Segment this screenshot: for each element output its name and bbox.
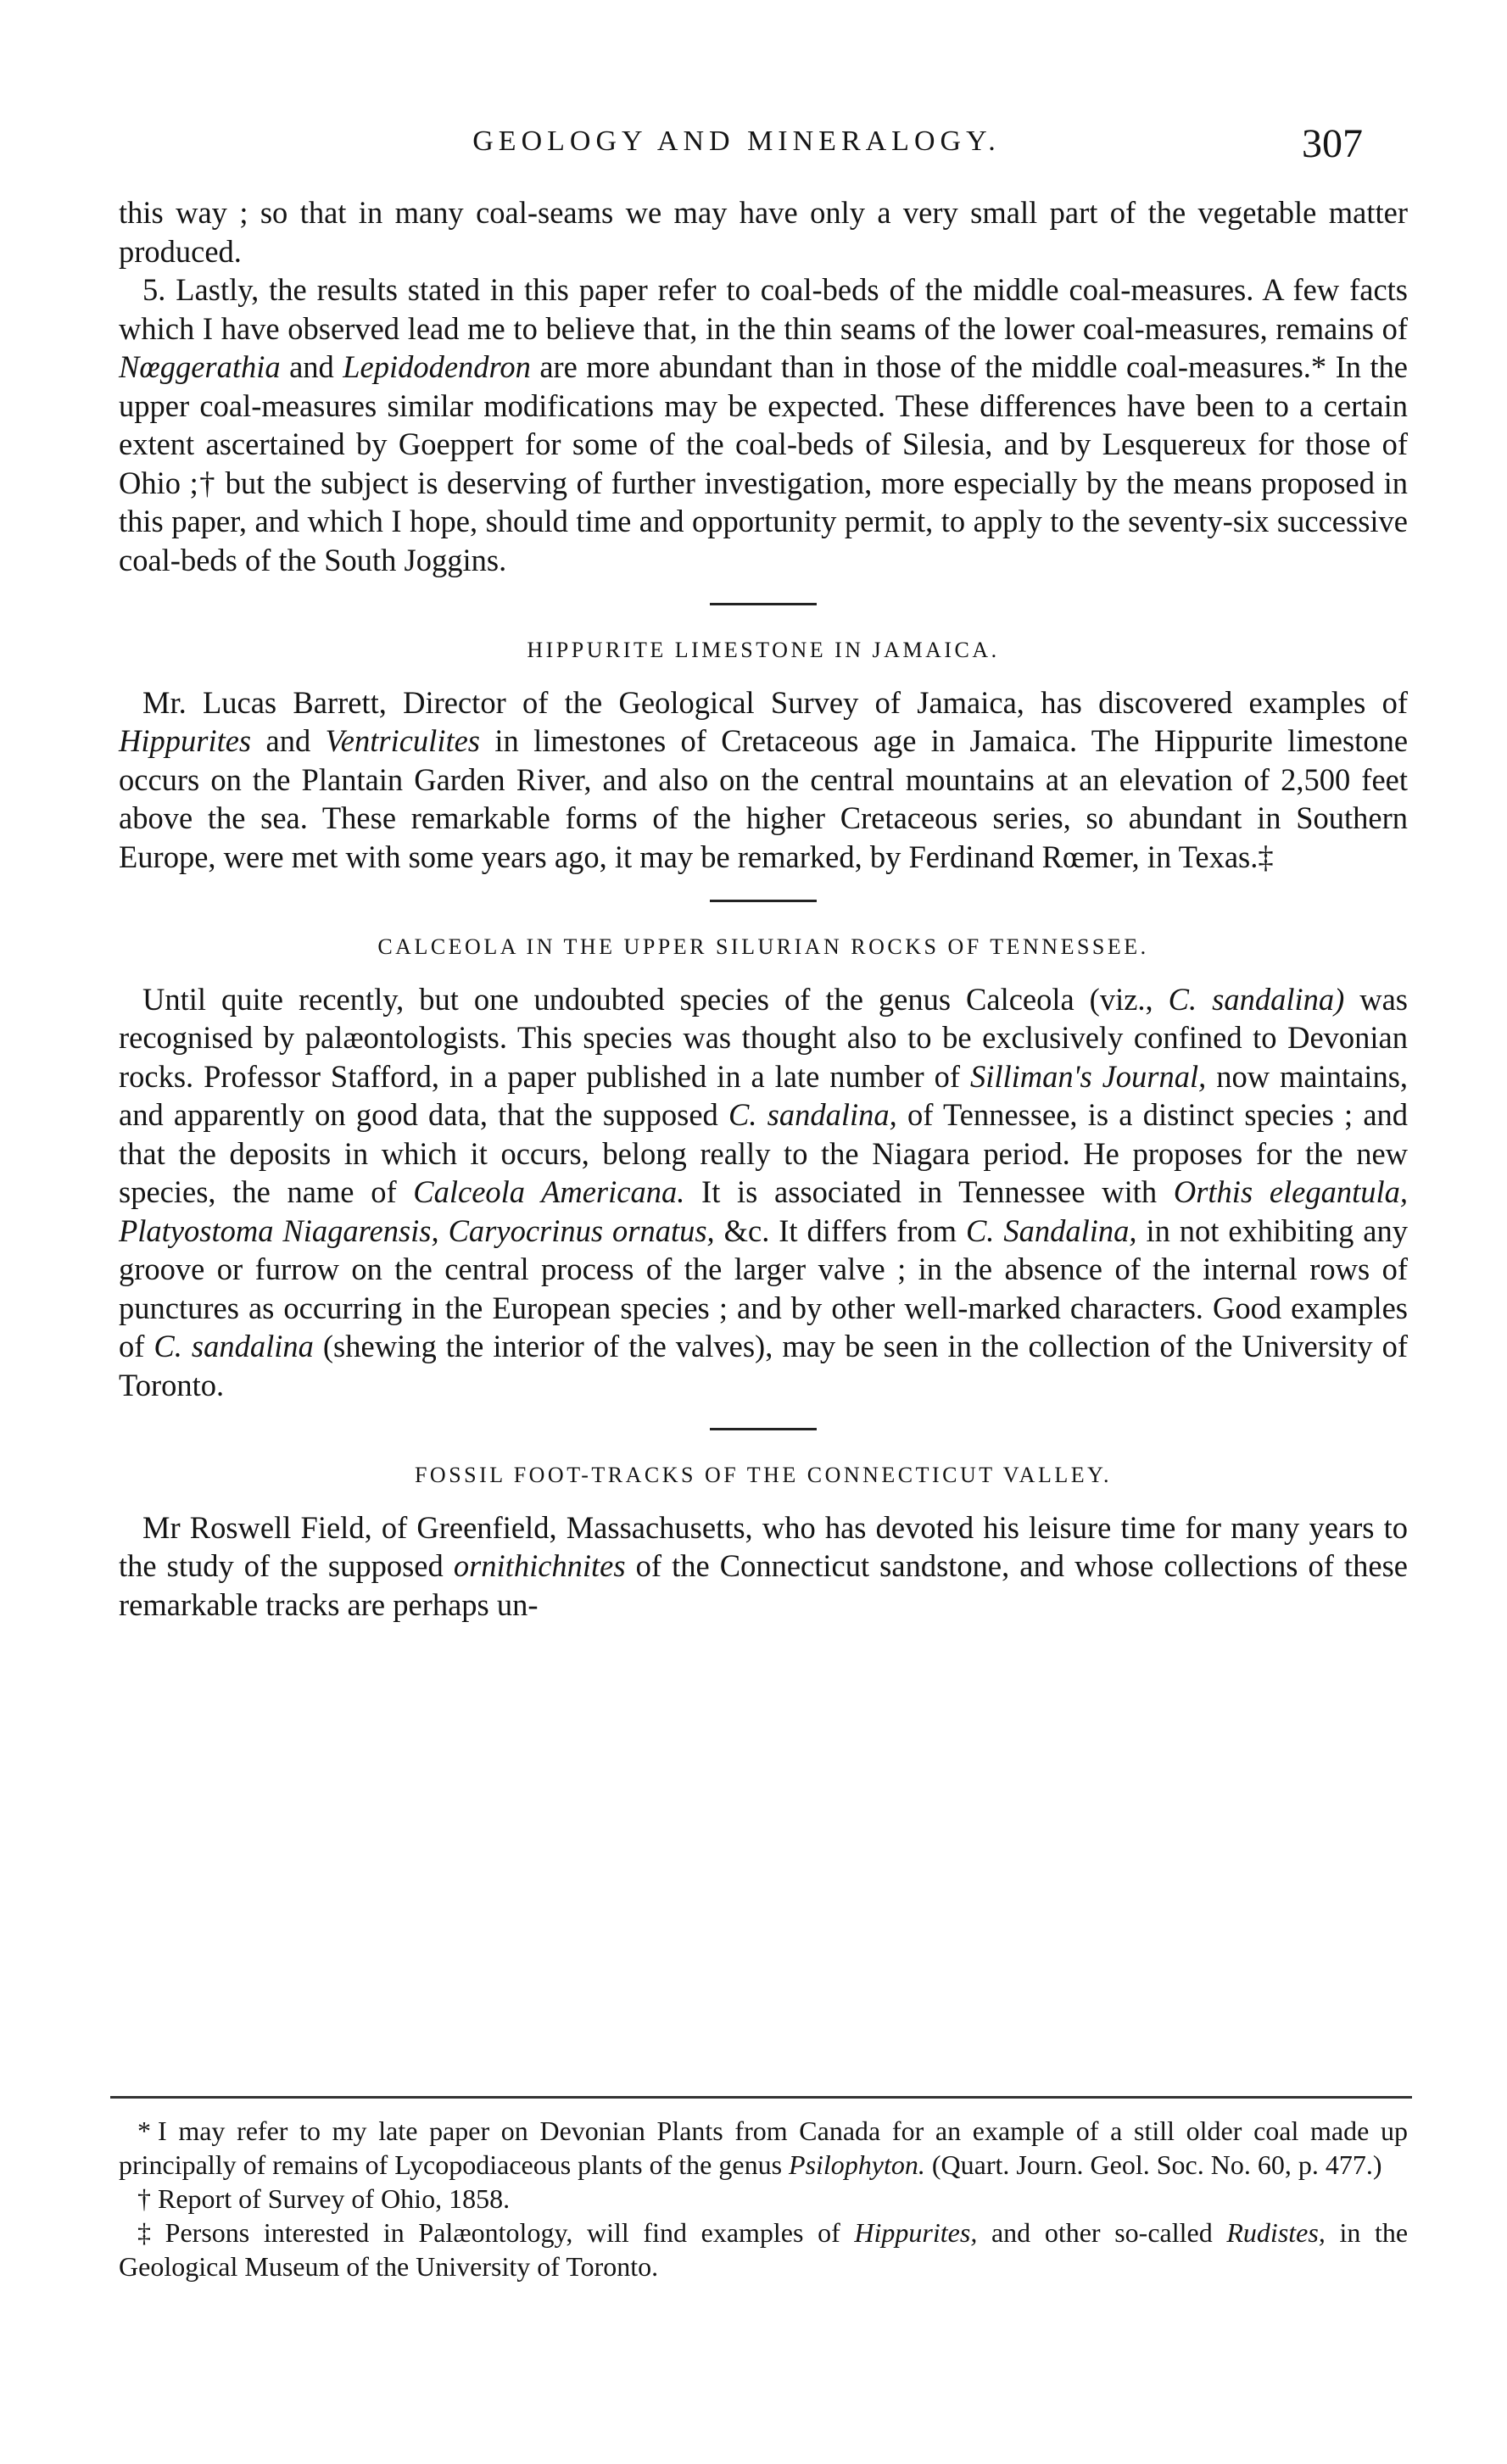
footnote-1 <box>119 2114 1408 2182</box>
calceola-text-a: Until quite recently, but one undoubted species of the genus Calceola (viz., <box>142 981 1153 1017</box>
jamaica-text-c: in limestones of Cretaceous age in Jamaica. The Hippurite limestone occurs on the Plantain Garden River, and also on the central mountains at an elevation of 2,500 feet above the sea. These remarkable forms of the higher Cretaceous series, so abundant in Southern Europe, were met with some years ago, it may be remarked, by Ferdinand Rœmer, in Texas.‡ <box>119 723 1409 874</box>
fossil-text-a: Mr Roswell Field, of Greenfield, Massachusetts, who has devoted his leisure time for many years to the study of the supposed <box>119 1509 1408 1583</box>
section-divider <box>710 603 817 605</box>
fossil-paragraph <box>119 1508 1408 1625</box>
footnote-mark: † <box>137 2183 151 2214</box>
footnote-3-text-c: in the Geological Museum of the University of Toronto. <box>119 2217 1409 2282</box>
fossil-italic-ornithichnites: ornithichnites <box>453 1548 626 1583</box>
jamaica-text-a: Mr. Lucas Barrett, Director of the Geological Survey of Jamaica, has discovered examples of <box>142 684 1408 720</box>
footnote-rule <box>110 2096 1412 2099</box>
footnote-3-genus-2: Rudistes, <box>1226 2217 1326 2248</box>
calceola-italic-5: Orthis elegantula, Platyostoma Niagarensis, Caryocrinus ornatus, <box>119 1174 1409 1248</box>
section-heading-fossil-tracks: FOSSIL FOOT-TRACKS OF THE CONNECTICUT VALLEY. <box>414 1463 1113 1487</box>
footnote-2-text: Report of Survey of Ohio, 1858. <box>158 2183 511 2214</box>
footnote-mark: * <box>137 2116 151 2146</box>
section-heading-jamaica: HIPPURITE LIMESTONE IN JAMAICA. <box>527 638 1000 662</box>
calceola-text-e: It is associated in Tennessee with <box>701 1174 1158 1209</box>
calceola-journal-title: Silliman's Journal, <box>969 1058 1207 1094</box>
jamaica-genus-ventriculites: Ventriculites <box>325 723 481 758</box>
calceola-italic-4: Calceola Americana. <box>413 1174 685 1209</box>
section-heading-calceola: CALCEOLA IN THE UPPER SILURIAN ROCKS OF TENNESSEE. <box>377 934 1149 959</box>
coal-text-b: and <box>289 349 334 384</box>
coal-paragraph-lastly <box>119 270 1408 579</box>
calceola-italic-6: C. Sandalina, <box>965 1212 1137 1248</box>
footnote-3 <box>119 2216 1408 2283</box>
footnote-1-genus: Psilophyton. <box>789 2149 925 2180</box>
footnote-3-text-b: and other so-called <box>991 2217 1213 2248</box>
calceola-text-d: of Tennessee, is a distinct species ; and that the deposits in which it occurs, belong really to the Niagara period. He proposes for the new species, the name of <box>119 1097 1409 1209</box>
running-head <box>110 121 1363 168</box>
section-divider <box>710 1428 817 1430</box>
footnote-1-text-b: (Quart. Journ. Geol. Soc. No. 60, p. 477.) <box>931 2149 1382 2180</box>
footnote-3-text-a: Persons interested in Palæontology, will find examples of <box>165 2217 840 2248</box>
calceola-italic-7: C. sandalina <box>153 1329 314 1363</box>
footnote-2 <box>119 2182 1408 2216</box>
running-title: GEOLOGY AND MINERALOGY. <box>472 125 1001 157</box>
calceola-text-b: was recognised by palæontologists. This species was thought also to be exclusively confined to Devonian rocks. Professor Stafford, in a paper published in a late number of <box>119 981 1409 1094</box>
fossil-text-b: of the Connecticut sandstone, and whose collections of these remarkable tracks are perhaps un- <box>119 1548 1409 1622</box>
page-body <box>119 193 1408 1624</box>
calceola-text-h: (shewing the interior of the valves), may be seen in the collection of the University of Toronto. <box>119 1329 1408 1402</box>
calceola-text-f: &c. It differs from <box>723 1212 957 1248</box>
footnote-mark: ‡ <box>137 2217 159 2248</box>
calceola-italic-3: C. sandalina, <box>728 1097 897 1132</box>
calceola-italic-1: C. sandalina) <box>1168 981 1345 1017</box>
coal-genus-noeggerathia: Nœggerathia <box>119 349 281 384</box>
jamaica-text-b: and <box>265 723 311 758</box>
coal-text-a: 5. Lastly, the results stated in this paper refer to coal-beds of the middle coal-measures. A few facts which I have observed lead me to believe that, in the thin seams of the lower coal-measures, remains of <box>119 272 1408 346</box>
calceola-paragraph <box>119 980 1408 1405</box>
coal-text-c: are more abundant than in those of the middle coal-measures.* In the upper coal-measures similar modifications may be expected. These differences have been to a certain extent ascertained by Goeppert for some of the coal-beds of Silesia, and by Lesquereux for those of Ohio ;† but the subject is deserving of further investigation, more especially by the means proposed in this paper, and which I hope, should time and opportunity permit, to apply to the seventy-six successive coal-beds of the South Joggins. <box>119 349 1409 577</box>
footnote-3-genus-1: Hippurites, <box>854 2217 978 2248</box>
section-divider <box>710 900 817 902</box>
page-number: 307 <box>1302 121 1363 166</box>
jamaica-genus-hippurites: Hippurites <box>119 723 252 758</box>
calceola-text-g: in not exhibiting any groove or furrow on the central process of the larger valve ; in the absence of the internal rows of punctures as occurring in the European species ; and by other well-marked characters. Good examples of <box>119 1212 1408 1363</box>
coal-genus-lepidodendron: Lepidodendron <box>343 349 531 384</box>
calceola-text-c: now maintains, and apparently on good data, that the supposed <box>119 1058 1409 1132</box>
footnote-1-text-a: I may refer to my late paper on Devonian Plants from Canada for an example of a still older coal made up principally of remains of Lycopodiaceous plants of the genus <box>119 2116 1408 2180</box>
coal-paragraph-continued: this way ; so that in many coal-seams we may have only a very small part of the vegetable matter produced. <box>119 195 1408 269</box>
footnotes <box>119 2114 1408 2283</box>
jamaica-paragraph <box>119 683 1408 877</box>
